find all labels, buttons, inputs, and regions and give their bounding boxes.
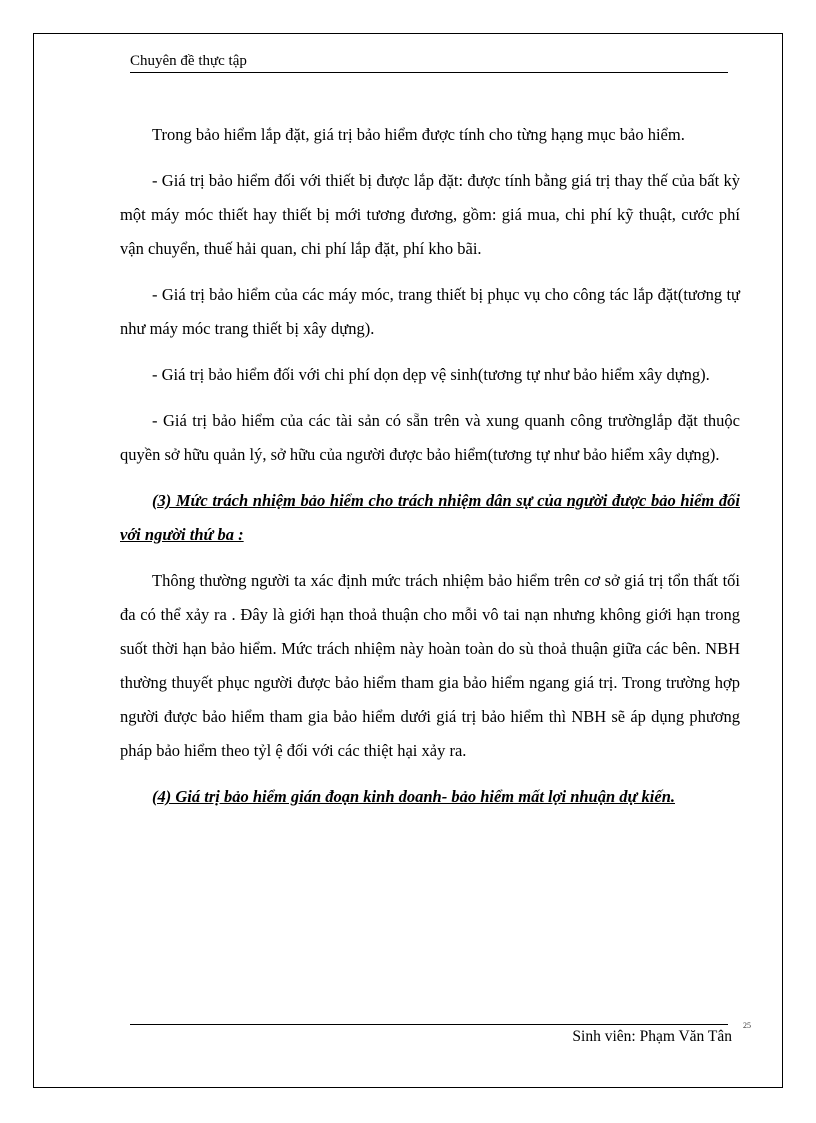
footer-rule <box>130 1024 728 1025</box>
paragraph-existing-property-value: - Giá trị bảo hiểm của các tài sản có sẵn trên và xung quanh công trườnglắp đặt thuộc quyền sở hữu quản lý, sở hữu của người được bảo hiểm(tương tự như bảo hiểm xây dựng). <box>120 411 740 464</box>
section-heading-4: (4) Giá trị bảo hiểm gián đoạn kinh doanh- bảo hiểm mất lợi nhuận dự kiến. <box>152 787 676 806</box>
page-header: Chuyên đề thực tập <box>130 52 728 73</box>
footer-student-name: Sinh viên: Phạm Văn Tân <box>572 1028 732 1045</box>
paragraph-equipment-value: - Giá trị bảo hiểm đối với thiết bị được lắp đặt: được tính bằng giá trị thay thế của bất kỳ một máy móc thiết hay thiết bị mới tương đương, gồm: giá mua, chi phí kỹ thuật, cước phí vận chuyển, thuế hải quan, chi phí lắp đặt, phí kho bãi. <box>120 171 740 258</box>
paragraph-intro: Trong bảo hiểm lắp đặt, giá trị bảo hiểm được tính cho từng hạng mục bảo hiểm. <box>152 125 685 144</box>
paragraph-cleanup-value: - Giá trị bảo hiểm đối với chi phí dọn dẹp vệ sinh(tương tự như bảo hiểm xây dựng). <box>152 365 710 384</box>
paragraph-machinery-value: - Giá trị bảo hiểm của các máy móc, trang thiết bị phục vụ cho công tác lắp đặt(tương tự như máy móc trang thiết bị xây dựng). <box>120 285 740 338</box>
section-heading-3: (3) Mức trách nhiệm bảo hiểm cho trách nhiệm dân sự của người được bảo hiểm đối với người thứ ba : <box>120 491 740 544</box>
document-body <box>120 118 740 826</box>
page-number: 25 <box>743 1021 751 1030</box>
paragraph-liability-limit: Thông thường người ta xác định mức trách nhiệm bảo hiểm trên cơ sở giá trị tổn thất tối đa có thể xảy ra . Đây là giới hạn thoả thuận cho mỗi vô tai nạn nhưng không giới hạn trong suốt thời hạn bảo hiểm. Mức trách nhiệm này hoàn toàn do sù thoả thuận giữa các bên. NBH thường thuyết phục người được bảo hiểm tham gia bảo hiểm ngang giá trị. Trong trường hợp người được bảo hiểm tham gia bảo hiểm dưới giá trị bảo hiểm thì NBH sẽ áp dụng phương pháp bảo hiểm theo tỷl ệ đối với các thiệt hại xảy ra. <box>120 571 740 760</box>
